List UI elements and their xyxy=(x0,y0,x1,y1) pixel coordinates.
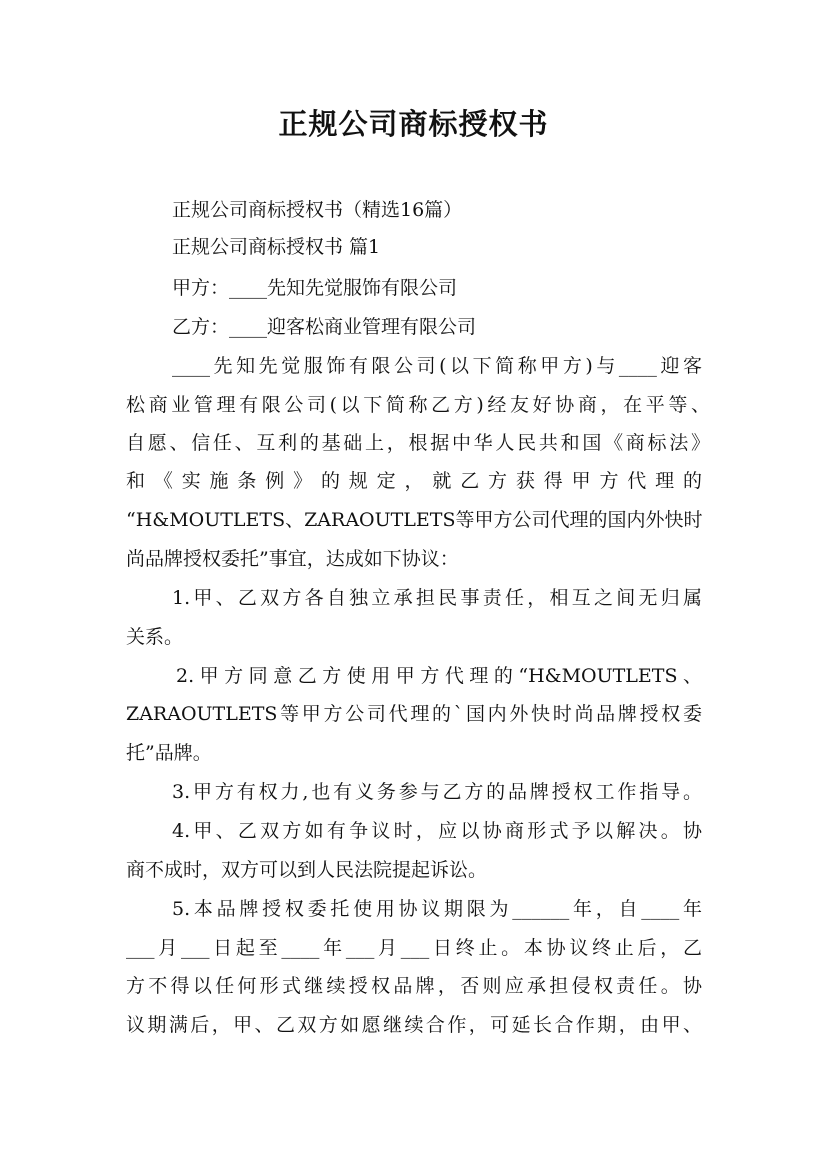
clause-4-line: 4.甲、乙双方如有争议时，应以协商形式予以解决。协 xyxy=(172,820,702,842)
paragraph-line: “H&MOUTLETS、ZARAOUTLETS等甲方公司代理的国内外快时 xyxy=(126,509,703,531)
party-b-line: 乙方：____迎客松商业管理有限公司 xyxy=(172,316,477,338)
clause-5-line: 议期满后，甲、乙双方如愿继续合作，可延长合作期，由甲、 xyxy=(126,1014,702,1036)
clause-2-line: 托”品牌。 xyxy=(126,742,212,764)
clause-5-line: ___月___日起至____年___月___日终止。本协议终止后，乙 xyxy=(126,937,702,959)
clause-1-line: 关系。 xyxy=(126,626,184,648)
party-a-line: 甲方：____先知先觉服饰有限公司 xyxy=(172,277,458,299)
clause-4-line: 商不成时，双方可以到人民法院提起诉讼。 xyxy=(126,859,488,881)
paragraph-line: 自愿、信任、互利的基础上，根据中华人民共和国《商标法》 xyxy=(126,432,710,454)
clause-1-line: 1.甲、乙双方各自独立承担民事责任，相互之间无归属 xyxy=(172,587,702,609)
clause-2-line: 2.甲方同意乙方使用甲方代理的“H&MOUTLETS、 xyxy=(176,665,702,687)
clause-2-line: ZARAOUTLETS等甲方公司代理的`国内外快时尚品牌授权委 xyxy=(126,703,702,725)
document-title: 正规公司商标授权书 xyxy=(278,107,549,141)
paragraph-line: 和《实施条例》的规定，就乙方获得甲方代理的 xyxy=(126,470,702,492)
subtitle-line: 正规公司商标授权书（精选16篇） xyxy=(172,199,463,221)
clause-5-line: 方不得以任何形式继续授权品牌，否则应承担侵权责任。协 xyxy=(126,975,702,997)
paragraph-line: 尚品牌授权委托”事宜，达成如下协议： xyxy=(126,548,459,570)
paragraph-line: ____先知先觉服饰有限公司(以下简称甲方)与____迎客 xyxy=(172,355,702,377)
section-heading: 正规公司商标授权书 篇1 xyxy=(172,236,381,258)
clause-3-line: 3.甲方有权力,也有义务参与乙方的品牌授权工作指导。 xyxy=(172,781,702,803)
paragraph-line: 松商业管理有限公司(以下简称乙方)经友好协商，在平等、 xyxy=(126,394,710,416)
clause-5-line: 5.本品牌授权委托使用协议期限为______年，自____年 xyxy=(172,898,702,920)
